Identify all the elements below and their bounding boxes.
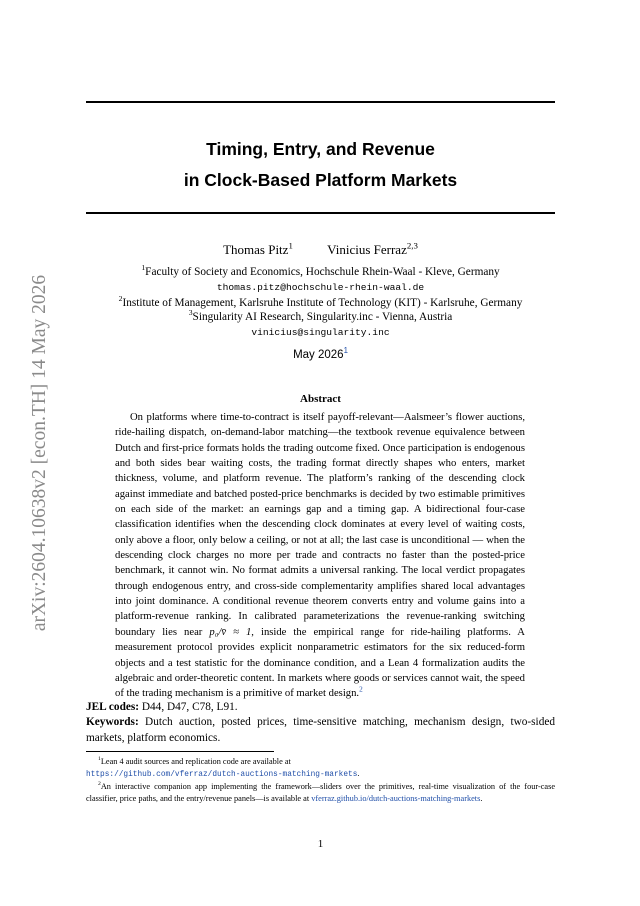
email-1[interactable]: thomas.pitz@hochschule-rhein-waal.de bbox=[216, 282, 425, 293]
jel-values: D44, D47, C78, L91. bbox=[141, 701, 238, 713]
affiliation-1 bbox=[86, 263, 555, 278]
keywords-label: Keywords: bbox=[86, 716, 139, 728]
page-number: 1 bbox=[317, 838, 324, 850]
title-top-rule bbox=[86, 101, 555, 103]
footnote-tail: . bbox=[480, 794, 483, 804]
affiliation-mark: 3 bbox=[188, 308, 193, 318]
paper-date bbox=[86, 346, 555, 361]
footnote-rule bbox=[86, 751, 274, 752]
footnote-1 bbox=[86, 756, 555, 781]
footnote-link[interactable]: vferraz.github.io/dutch-auctions-matching-markets bbox=[311, 794, 481, 804]
footnote-text: Lean 4 audit sources and replication code are available at bbox=[100, 757, 291, 766]
jel-label: JEL codes: bbox=[86, 701, 140, 713]
abstract-heading: Abstract bbox=[300, 393, 341, 405]
jel-codes bbox=[86, 700, 555, 716]
abstract-body bbox=[115, 410, 525, 702]
affiliation-2 bbox=[86, 294, 555, 309]
paper-title-line-2: in Clock-Based Platform Markets bbox=[183, 170, 458, 190]
footnote-link[interactable]: https://github.com/vferraz/dutch-auctions-matching-markets bbox=[86, 771, 358, 780]
affiliation-text: Faculty of Society and Economics, Hochschule Rhein-Waal - Kleve, Germany bbox=[145, 266, 500, 278]
footnote-mark: 1 bbox=[98, 756, 101, 763]
keywords bbox=[86, 715, 555, 746]
affiliation-mark: 2 bbox=[118, 294, 123, 304]
abstract-text: On platforms where time-to-contract is itself payoff-relevant—Aalsmeer’s flower auctions, ride-hailing dispatch, on-demand-labor matching—the textbook revenue equivalence between Dutch and first-price formats holds the trading outcome fixed. Once participation is endogenous and both sides bear waiting costs, the trading format directly shapes who enters, market thickness, volume, and platform revenue. The platform’s ranking of the descending clock against immediate and batched posted-price benchmarks is decided by two estimable primitives on each side of the market: an earnings gap and a timing gap. A bidirectional four-case classification identifies when the descending clock dominates at every level of waiting costs, only above a floor, only below a ceiling, or not at all; the last case is unconditional — when the descending clock charges no more per trade and contracts no faster than the posted-price benchmark, it cannot win. No format admits a universal ranking. The local verdict propagates through endogenous entry, and cross-side complementarity amplifies shared local advantages into joint dominance. A conditional revenue theorem converts entry and volume gains into a platform-revenue ranking. In calibrated parameterizations the revenue-ranking switching boundary lies near bbox=[115, 412, 525, 638]
author-name: Vinicius Ferraz bbox=[327, 242, 407, 257]
author-name: Thomas Pitz bbox=[223, 242, 289, 257]
arxiv-side-stamp bbox=[28, 238, 52, 668]
title-bottom-rule bbox=[86, 212, 555, 214]
affiliation-3 bbox=[86, 308, 555, 323]
author-list bbox=[86, 242, 555, 258]
date-text: May 2026 bbox=[293, 349, 344, 361]
footnote-mark: 2 bbox=[98, 781, 101, 788]
author-affiliation-mark: 2,3 bbox=[406, 240, 418, 251]
date-footnote-mark[interactable]: 1 bbox=[343, 346, 348, 356]
abstract-footnote-mark[interactable]: 2 bbox=[359, 685, 363, 694]
footnote-text: An interactive companion app implementing the framework—sliders over the primitives, real-time visualization of the four-case classifier, price paths, and the entry/revenue panels—is available at bbox=[86, 782, 555, 804]
abstract-math: p₀/v̄ ≈ 1 bbox=[209, 626, 252, 638]
affiliation-mark: 1 bbox=[141, 263, 146, 273]
footnote-2 bbox=[86, 781, 555, 805]
arxiv-identifier: arXiv:2604.10638v2 [econ.TH] 14 May 2026 bbox=[29, 274, 50, 632]
footnote-tail: . bbox=[357, 769, 360, 779]
author-affiliation-mark: 1 bbox=[288, 240, 293, 251]
keywords-values: Dutch auction, posted prices, time-sensitive matching, mechanism design, two-sided markets, platform economics. bbox=[86, 716, 556, 744]
paper-title-line-1: Timing, Entry, and Revenue bbox=[206, 139, 435, 159]
affiliation-text: Institute of Management, Karlsruhe Institute of Technology (KIT) - Karlsruhe, Germany bbox=[122, 297, 523, 309]
email-2[interactable]: vinicius@singularity.inc bbox=[251, 327, 390, 338]
affiliation-text: Singularity AI Research, Singularity.inc - Vienna, Austria bbox=[192, 311, 453, 323]
abstract-text-continued: , inside the empirical range for ride-hailing platforms. A measurement protocol provides explicit nonparametric estimators for the six reduced-form objects and a test statistic for the dominance condition, and a Lean 4 formalization audits the algebraic and order-theoretic content. In markets where goods or services cannot wait, the speed of the trading mechanism is a primitive of market design. bbox=[115, 626, 525, 700]
